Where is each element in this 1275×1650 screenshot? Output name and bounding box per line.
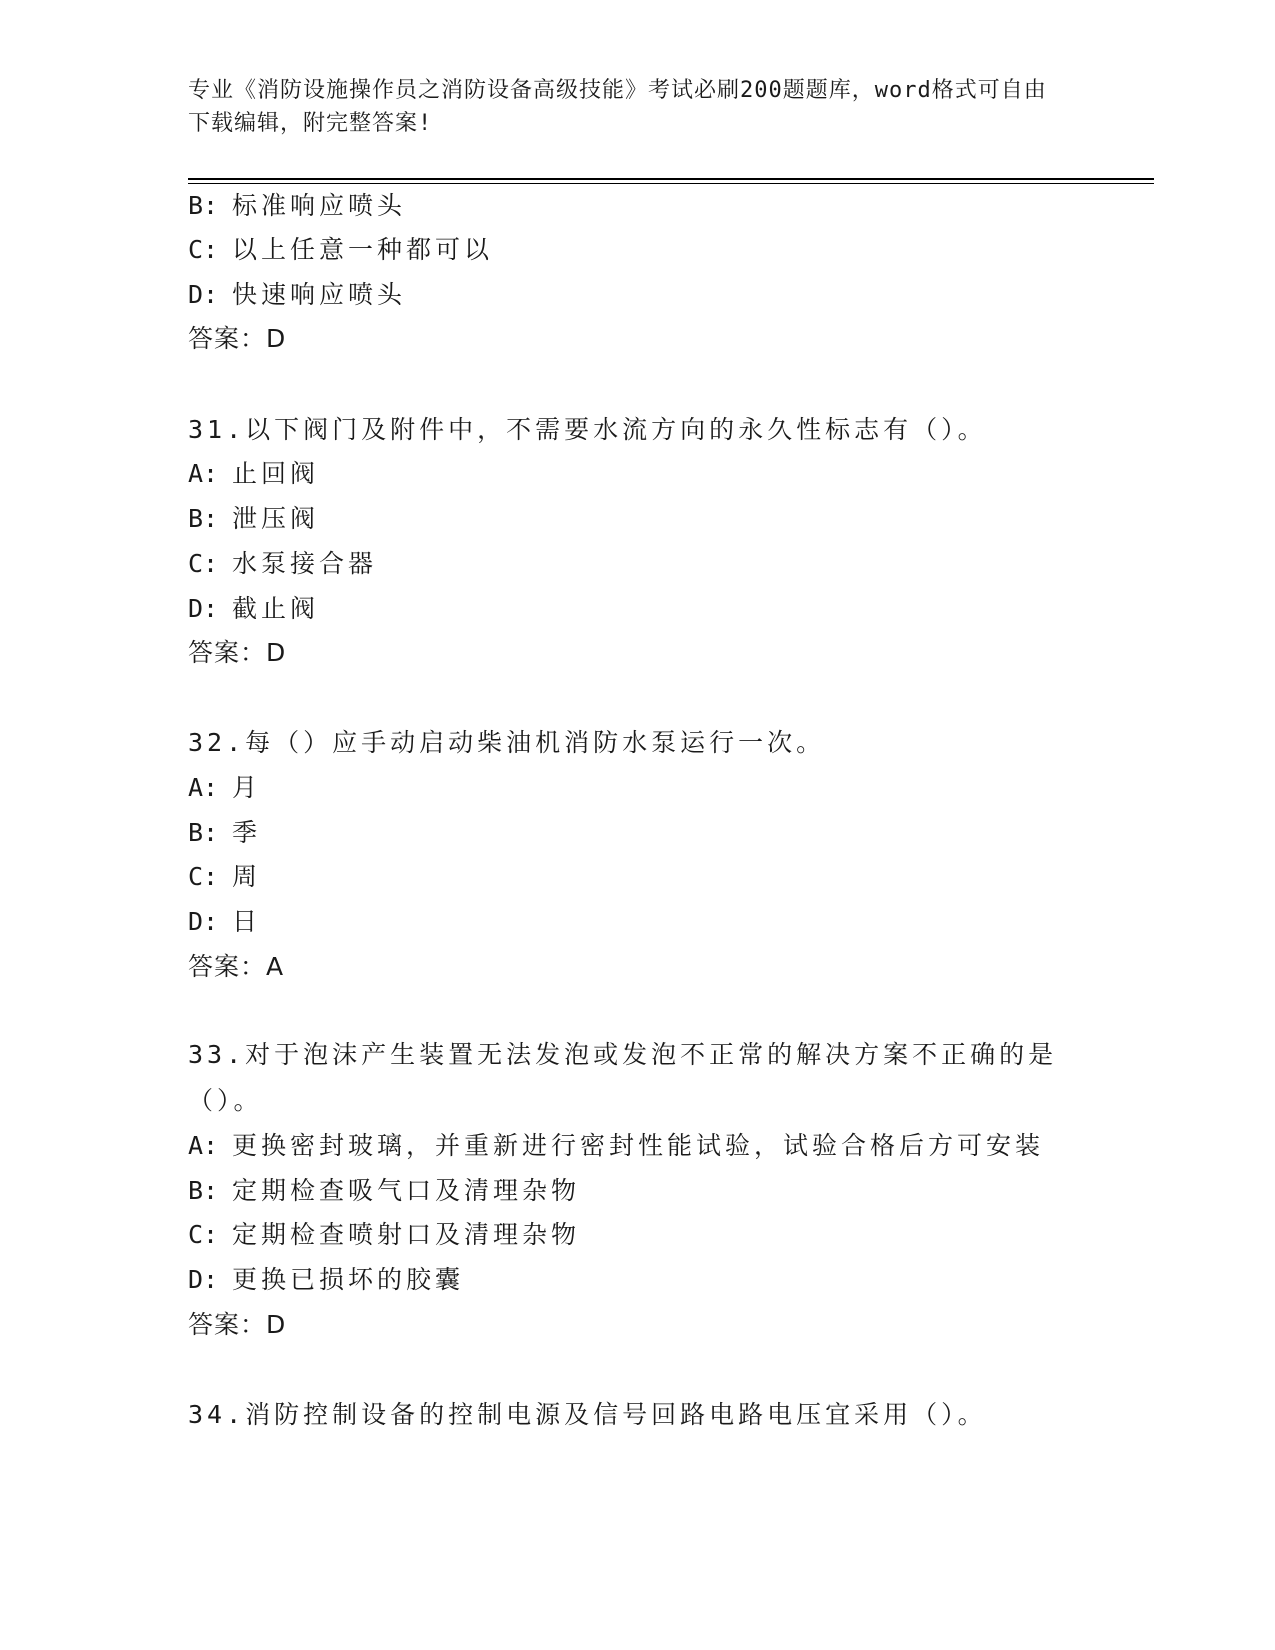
option-letter: B: (188, 1176, 219, 1205)
option-line (188, 458, 319, 490)
option-text: 截止阀 (232, 594, 320, 623)
option-text: 日 (232, 907, 262, 936)
option-letter: B: (188, 191, 219, 220)
question-stem: 33.对于泡沫产生装置无法发泡或发泡不正常的解决方案不正确的是（）。 (188, 1040, 1058, 1115)
option-letter: A: (188, 459, 219, 488)
option-letter: B: (188, 818, 219, 847)
header-rule-thick (188, 178, 1154, 180)
option-text: 快速响应喷头 (232, 280, 407, 309)
option-text: 定期检查吸气口及清理杂物 (232, 1176, 581, 1205)
option-text: 周 (232, 862, 262, 891)
option-line (188, 861, 261, 893)
answer-line: 答案：D (188, 1310, 287, 1339)
option-text: 以上任意一种都可以 (232, 235, 494, 264)
option-line (188, 503, 319, 535)
option-text: 更换已损坏的胶囊 (232, 1265, 465, 1294)
option-line (188, 772, 261, 804)
question-stem: 34.消防控制设备的控制电源及信号回路电路电压宜采用（）。 (188, 1400, 987, 1429)
option-letter: D: (188, 1265, 219, 1294)
option-line (188, 190, 406, 222)
option-letter: C: (188, 549, 219, 578)
option-letter: D: (188, 594, 219, 623)
option-text: 定期检查喷射口及清理杂物 (232, 1220, 581, 1249)
option-line (188, 817, 261, 849)
option-line (188, 1264, 464, 1296)
option-line (188, 279, 406, 311)
option-line (188, 906, 261, 938)
option-letter: D: (188, 280, 219, 309)
option-text: 更换密封玻璃，并重新进行密封性能试验，试验合格后方可安装 (232, 1131, 1045, 1160)
option-text: 水泵接合器 (232, 549, 378, 578)
option-letter: B: (188, 504, 219, 533)
option-letter: C: (188, 1220, 219, 1249)
option-line (188, 234, 493, 266)
document-header: 专业《消防设施操作员之消防设备高级技能》考试必刷200题题库，word格式可自由下载编辑，附完整答案! (188, 78, 1047, 136)
option-line (188, 593, 319, 625)
option-letter: A: (188, 773, 219, 802)
option-text: 月 (232, 773, 262, 802)
option-letter: D: (188, 907, 219, 936)
option-text: 标准响应喷头 (232, 191, 407, 220)
answer-line: 答案：D (188, 638, 287, 667)
answer-line: 答案：D (188, 324, 287, 353)
option-line (188, 548, 377, 580)
option-text: 泄压阀 (232, 504, 320, 533)
answer-line: 答案：A (188, 952, 285, 981)
option-text: 季 (232, 818, 262, 847)
option-line (188, 1175, 580, 1207)
option-line (188, 1130, 1044, 1162)
question-stem: 32.每（）应手动启动柴油机消防水泵运行一次。 (188, 728, 826, 757)
option-letter: A: (188, 1131, 219, 1160)
option-line (188, 1219, 580, 1251)
option-letter: C: (188, 862, 219, 891)
header-rule-thin (188, 183, 1154, 184)
question-stem: 31.以下阀门及附件中，不需要水流方向的永久性标志有（）。 (188, 415, 987, 444)
option-letter: C: (188, 235, 219, 264)
option-text: 止回阀 (232, 459, 320, 488)
